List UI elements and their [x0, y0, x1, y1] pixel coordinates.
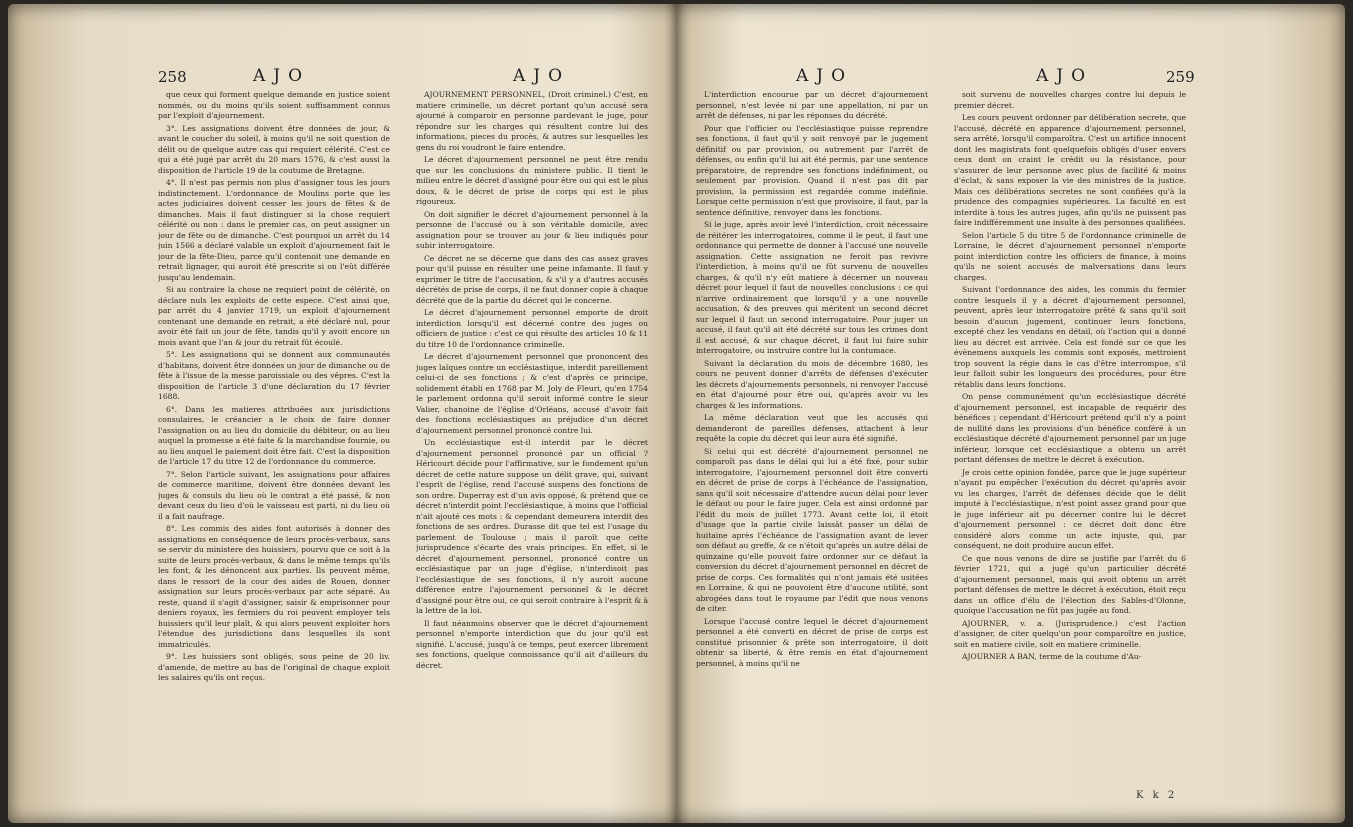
paragraph: Je crois cette opinion fondée, parce que le juge supérieur n'ayant pu empêcher l'exécution du décret qu'après avoir vu les charges, l'arrêt de défenses décide que le délit imputé à l'ecclésiastique, n'est point assez grand pour que le juge inférieur ait pu décerner contre lui le décret d'ajournement personnel : ce décret doit donc être considéré alors comme un acte injuste, qui, par conséquent, ne doit produire aucun effet. [954, 467, 1186, 550]
paragraph: Si au contraire la chose ne requiert point de célérité, on déclare nuls les exploits de cette espece. C'est ainsi que, par arrêt du 4 janvier 1719, un exploit d'ajournement contenant une demande en retrait, a été déclaré nul, pour avoir été fait un jour de fête, tandis qu'il y avoit encore un mois avant que l'an & jour du retrait fût écoulé. [158, 285, 390, 347]
paragraph: Suivant la déclaration du mois de décembre 1680, les cours ne peuvent donner d'arrêts de défenses d'exécuter les décrets d'ajournements personnels, ni renvoyer l'accusé en état d'ajourné pour être oui, qu'après avoir vu les charges & les informations. [696, 358, 928, 410]
running-head-left-col2: AJO [513, 66, 571, 86]
running-head-right-col1: AJO [796, 66, 854, 86]
paragraph: 7°. Selon l'article suivant, les assignations pour affaires de commerce maritime, doivent être données devant les juges & consuls du lieu où le contrat a été passé, & non devant ceux du lieu d'où le vaisseau est parti, ni du lieu où il a fait naufrage. [158, 469, 390, 521]
paragraph: 3°. Les assignations doivent être données de jour, & avant le coucher du soleil, à moins qu'il ne soit question de délit ou de quelque autre cas qui requiert célérité. C'est ce qui a été jugé par arrêt du 20 mars 1576, & c'est aussi la disposition de l'article 19 de la coutume de Bretagne. [158, 123, 390, 175]
paragraph: Si le juge, après avoir levé l'interdiction, croit nécessaire de réitérer les interrogatoires, comme il le peut, il faut une ordonnance qui permette de donner à l'accusé une nouvelle assignation. Cette assignation ne feroit pas revivre l'interdiction, à moins qu'il ne fût survenu de nouvelles charges, & qu'il n'y eût matiere à décerner un nouveau décret pour lequel il faut de nouvelles conclusions : ce qui n'arrive ordinairement que lorsqu'il y a une nouvelle accusation, & des preuves qui méritent un second décret sur lequel il faut un second interrogatoire. Pour juger un accusé, il faut qu'il ait été décrété sur tous les crimes dont il est accusé, & sur chaque décret, il faut lui faire subir interrogatoire, ou instruire contre lui la contumace. [696, 220, 928, 355]
signature-mark: K k 2 [1136, 790, 1178, 801]
paragraph: AJOURNEMENT PERSONNEL, (Droit criminel.) C'est, en matiere criminelle, un décret portant qu'un accusé sera ajourné à comparoir en personne pardevant le juge, pour répondre sur les charges qui résultent contre lui des informations, pieces du procès, & autres sur lesquelles les gens du roi voudront le faire entendre. [416, 90, 648, 152]
paragraph: On doit signifier le décret d'ajournement personnel à la personne de l'accusé ou à son véritable domicile, avec assignation pour se trouver au jour & lieu indiqués pour subir interrogatoire. [416, 209, 648, 250]
paragraph: 5°. Les assignations qui se donnent aux communautés d'habitans, doivent être données un jour de dimanche ou de fête à l'issue de la messe paroissiale ou des vêpres. C'est la disposition de l'article 3 d'une déclaration du 17 février 1688. [158, 350, 390, 401]
paragraph: que ceux qui forment quelque demande en justice soient nommés, ou du moins qu'ils soient suffisamment connus par l'exploit d'ajournement. [158, 90, 390, 120]
paragraph: Ce que nous venons de dire se justifie par l'arrêt du 6 février 1721, qui a jugé qu'un particulier décrété d'ajournement personnel, mais qui avoit obtenu un arrêt portant défenses de mettre le décret à exécution, étoit reçu dans un office d'élu de l'élection des Sables-d'Olonne, quoique l'accusation ne fût pas jugée au fond. [954, 553, 1186, 615]
paragraph: 8°. Les commis des aides font autorisés à donner des assignations en conséquence de leurs procès-verbaux, sans se servir du ministere des huissiers, pourvu que ce soit à la suite de leurs procès-verbaux, & dans le même temps qu'ils les font, & les dénoncent aux parties. Ils peuvent même, dans le ressort de la cour des aides de Rouen, donner assignation sur leurs procès-verbaux par acte séparé. Au reste, quand il s'agit d'assigner, saisir & emprisonner pour deniers royaux, les fermiers du roi peuvent employer tels huissiers qu'il leur plaît, & qui alors peuvent exploiter hors l'étendue des jurisdictions dans lesquelles ils sont immatriculés. [158, 524, 390, 649]
paragraph: L'interdiction encourue par un décret d'ajournement personnel, n'est levée ni par une appellation, ni par un arrêt de défenses, ni par les réponses du décrété. [696, 90, 928, 120]
paragraph: AJOURNER, v. a. (Jurisprudence.) c'est l'action d'assigner, de citer quelqu'un pour comparoître en justice, soit en matiere civile, soit en matiere criminelle. [954, 618, 1186, 649]
right-page-column-1 [696, 90, 928, 790]
right-page [696, 4, 1196, 823]
running-head-right-col2: AJO [1036, 66, 1094, 86]
book-gutter [664, 4, 690, 823]
left-page [158, 4, 658, 823]
left-page-column-2 [416, 90, 648, 790]
paragraph: Le décret d'ajournement personnel ne peut être rendu que sur les conclusions du ministere public. Il tient le milieu entre le décret d'assigné pour être oui qui est le plus doux, & le décret de prise de corps qui est le plus rigoureux. [416, 155, 648, 206]
paragraph: Le décret d'ajournement personnel que prononcent des juges laïques contre un ecclésiastique, interdit pareillement celui-ci de ses fonctions ; & c'est d'après ce principe, solidement établi en 1768 par M. Joly de Fleuri, qu'en 1754 le parlement ordonna qu'il seroit informé contre le sieur Valier, chanoine de l'église d'Orléans, accusé d'avoir fait des fonctions ecclésiastiques au préjudice d'un décret d'ajournement personnel prononcé contre lui. [416, 352, 648, 435]
paragraph: Pour que l'officier ou l'ecclésiastique puisse reprendre ses fonctions, il faut qu'il y soit renvoyé par le jugement définitif ou par provision, ou autrement par l'arrêt de défenses, ou enfin qu'il lui ait été permis, par une sentence préparatoire, de reprendre ses fonctions indéfiniment, ou seulement par provision. Quand il n'est pas dit par provision, la permission est regardée comme indéfinie. Lorsque cette permission n'est que provisoire, il faut, par la sentence définitive, renvoyer dans les fonctions. [696, 123, 928, 217]
right-page-column-2 [954, 90, 1186, 790]
paragraph: Suivant l'ordonnance des aides, les commis du fermier contre lesquels il y a décret d'ajournement personnel, peuvent, après leur interrogatoire prêté & sans qu'il soit besoin d'aucun jugement, continuer leurs fonctions, excepté chez les vendans en détail, où l'action qui a donné lieu au décret est arrivée. Cela est fondé sur ce que les évènemens auxquels les commis sont exposés, mettroient trop souvent la régie dans le cas d'être interrompue, s'il leur falloit subir les longueurs des procédures, pour être rétablis dans leurs fonctions. [954, 285, 1186, 389]
paragraph: AJOURNER A BAN, terme de la coutume d'Au- [962, 652, 1142, 661]
left-page-column-1 [158, 90, 390, 790]
paragraph: Les cours peuvent ordonner par délibération secrete, que l'accusé, décrété en apparence d'ajournement personnel, sera arrêté, lorsqu'il comparoîtra. C'est un artifice innocent dont les magistrats font quelquefois obligés d'user envers ceux dont on craint le crédit ou la résistance, pour s'assurer de leur personne avec plus de facilité & moins d'éclat, & sans exposer la vie des ministres de la justice. Mais ces délibérations secretes ne sont confiées qu'à la prudence des compagnies supérieures. La faculté en est interdite à tous les autres juges, afin qu'ils ne puissent pas faire indifféremment une insulte à des personnes qualifiées. [954, 113, 1186, 227]
paragraph: Il faut néanmoins observer que le décret d'ajournement personnel n'emporte interdiction que du jour qu'il est signifié. L'accusé, jusqu'à ce temps, peut exercer librement ses fonctions, quelque connoissance qu'il ait d'ailleurs du décret. [416, 618, 648, 670]
paragraph: Ce décret ne se décerne que dans des cas assez graves pour qu'il puisse en résulter une peine infamante. Il faut y exprimer le titre de l'accusation, & s'il y a d'autres accusés décrétés de prise de corps, il ne faut donner copie à chaque décrété que de la partie du décret qui le concerne. [416, 253, 648, 305]
paragraph: Lorsque l'accusé contre lequel le décret d'ajournement personnel a été converti en décret de prise de corps est constitué prisonnier & prête son interrogatoire, il doit obtenir sa liberté, & être remis en état d'ajournement personnel, à moins qu'il ne [696, 616, 928, 668]
paragraph: Selon l'article 5 du titre 5 de l'ordonnance criminelle de Lorraine, le décret d'ajournement personnel n'emporte point interdiction contre les officiers de finance, à moins qu'ils ne soient accusés de malversations dans leurs charges. [954, 230, 1186, 282]
paragraph: soit survenu de nouvelles charges contre lui depuis le premier décret. [954, 90, 1186, 110]
running-head-left-col1: AJO [253, 66, 311, 86]
paragraph: Si celui qui est décrété d'ajournement personnel ne comparoît pas dans le délai qui lui a été fixé, pour subir interrogatoire, l'ajournement personnel doit être converti en décret de prise de corps à l'échéance de l'assignation, sans qu'il soit nécessaire d'attendre aucun délai pour lever le défaut ou pour le faire juger. Cela est ainsi ordonné par l'édit du mois de juillet 1773. Avant cette loi, il étoit d'usage que la partie civile laissât passer un délai de huitaine après l'échéance de l'assignation avant de lever son défaut au greffe, & ce n'étoit qu'après un autre délai de quinzaine qu'elle pouvoit faire ordonner sur ce défaut la conversion du décret d'ajournement personnel en décret de prise de corps. Ces formalités qui n'ont jamais été usitées en Lorraine, & qui ne pouvoient être d'aucune utilité, sont abrogées dans tout le royaume par l'édit que nous venons de citer. [696, 446, 928, 613]
paragraph: Le décret d'ajournement personnel emporte de droit interdiction lorsqu'il est décerné contre des juges ou officiers de justice : c'est ce qui résulte des articles 10 & 11 du titre 10 de l'ordonnance criminelle. [416, 308, 648, 349]
paragraph: 4°. Il n'est pas permis non plus d'assigner tous les jours indistinctement. L'ordonnance de Moulins porte que les actes judiciaires doivent cesser les jours de fêtes & de dimanches. Mais il faut distinguer si la chose requiert célérité ou non : dans le premier cas, on peut assigner un jour de fête ou de dimanche. C'est pourquoi un arrêt du 14 juin 1566 a déclaré valable un exploit d'ajournement fait le jour de la fête-Dieu, parce qu'il contenoit une demande en retrait lignager, qui auroit été prescrite si on l'eût différée jusqu'au lendemain. [158, 178, 390, 282]
paragraph: Un ecclésiastique est-il interdit par le décret d'ajournement personnel prononcé par un official ? Héricourt décide pour l'affirmative, sur le fondement qu'un décret de cette nature suppose un délit grave, qui, suivant l'esprit de l'église, rend l'accusé suspens des fonctions de son ordre. Duperray est d'un avis opposé, & prétend que ce décret n'interdit point l'ecclésiastique, à moins que l'official n'ait ajouté ces mots : & cependant demeurera interdit des fonctions de ses ordres. Durasse dit que tel est l'usage du parlement de Toulouse ; mais il paroît que cette jurisprudence s'écarte des vrais principes. En effet, si le décret d'ajournement personnel, prononcé contre un ecclésiastique par un juge d'église, n'interdisoit pas l'ecclésiastique de ses fonctions, il n'y auroit aucune différence entre l'ajournement personnel & le décret d'assigné pour être oui, ce qui seroit contraire à l'esprit & à la lettre de la loi. [416, 438, 648, 615]
paragraph: 6°. Dans les matieres attribuées aux jurisdictions consulaires, le créancier a le choix de faire donner l'assignation ou au lieu du domicile du débiteur, ou au lieu auquel la promesse a été faite & la marchandise fournie, ou au lieu auquel le paiement doit être fait. C'est la disposition de l'article 17 du titre 12 de l'ordonnance du commerce. [158, 404, 390, 466]
page-number-left: 258 [158, 68, 187, 86]
paragraph: 9°. Les huissiers sont obligés, sous peine de 20 liv. d'amende, de mettre au bas de l'original de chaque exploit les salaires qu'ils ont reçus. [158, 652, 390, 682]
paragraph: On pense communément qu'un ecclésiastique décrété d'ajournement personnel, est incapable de requérir des bénéfices ; cependant d'Héricourt prétend qu'il n'y a point de nullité dans les provisions d'un bénéfice conféré à un ecclésiastique décrété d'ajournement personnel par un juge inférieur, lorsque cet ecclésiastique a obtenu un arrêt portant défenses de mettre le décret à exécution. [954, 392, 1186, 464]
page-number-right: 259 [1166, 68, 1195, 86]
paragraph: La même déclaration veut que les accusés qui demanderont de pareilles défenses, attachent à leur requête la copie du décret qui leur aura été signifié. [696, 413, 928, 443]
book-spread [8, 4, 1345, 823]
